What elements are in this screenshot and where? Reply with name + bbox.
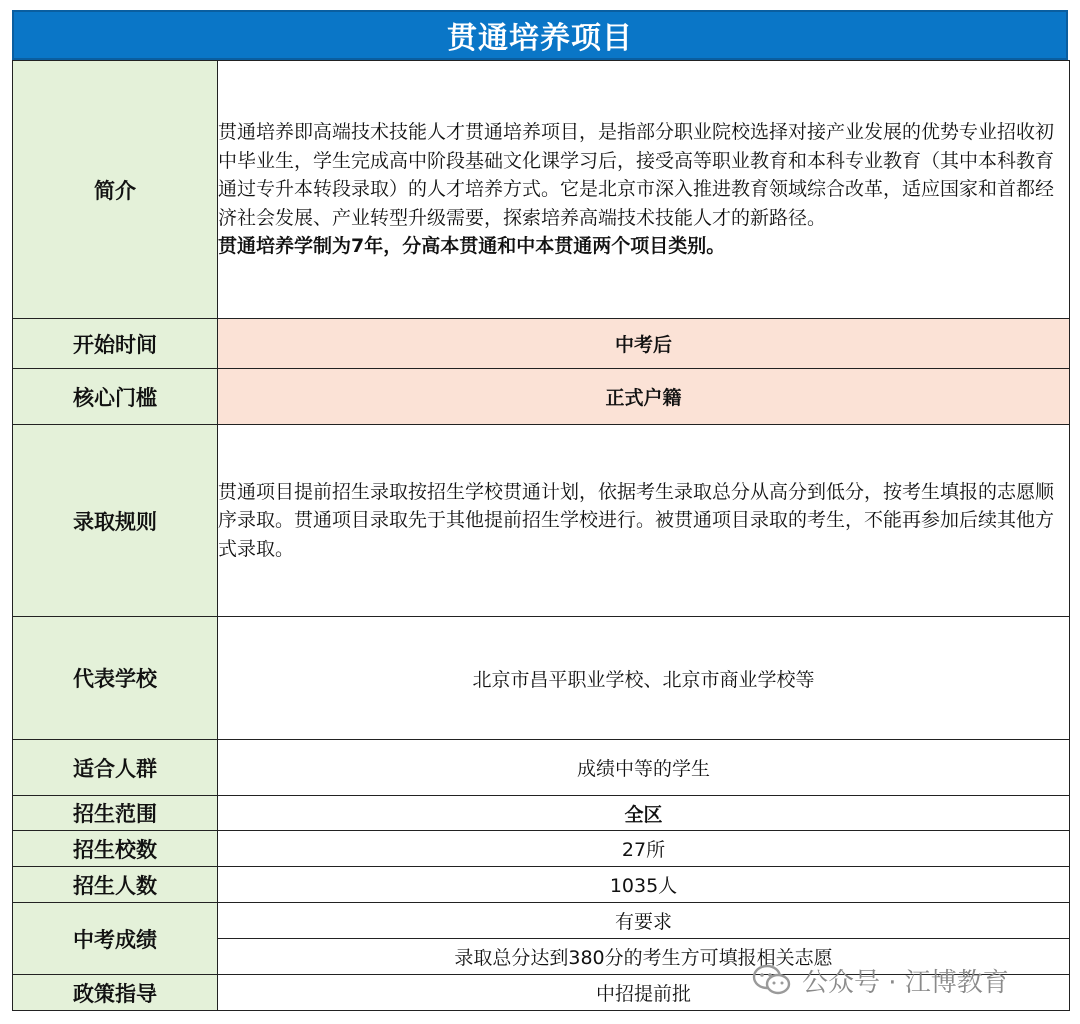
row-label-threshold: 核心门槛	[13, 369, 218, 425]
row-label-policy: 政策指导	[13, 975, 218, 1011]
threshold-value: 正式户籍	[218, 369, 1070, 425]
enrollment-value: 1035人	[218, 867, 1070, 903]
row-label-enrollment: 招生人数	[13, 867, 218, 903]
policy-value: 中招提前批	[218, 975, 1070, 1011]
info-table	[12, 60, 1070, 1011]
wechat-icon	[752, 963, 792, 997]
intro-text: 贯通培养即高端技术技能人才贯通培养项目，是指部分职业院校选择对接产业发展的优势专业招收初中毕业生，学生完成高中阶段基础文化课学习后，接受高等职业教育和本科专业教育（其中本科教育通过专升本转段录取）的人才培养方式。它是北京市深入推进教育领域综合改革，适应国家和首都经济社会发展、产业转型升级需要，探索培养高端技术技能人才的新路径。	[218, 121, 1055, 229]
intro-cell	[218, 61, 1070, 319]
watermark	[752, 960, 1009, 1000]
exam-score-value-1: 有要求	[218, 903, 1070, 939]
table-row	[13, 903, 1070, 939]
table-row	[13, 61, 1070, 319]
table-row	[13, 831, 1070, 867]
intro-emphasis: 贯通培养学制为7年，分高本贯通和中本贯通两个项目类别。	[218, 235, 726, 258]
row-label-schools: 代表学校	[13, 617, 218, 740]
table-row	[13, 425, 1070, 617]
scope-value: 全区	[218, 796, 1070, 831]
table-row	[13, 617, 1070, 740]
suitable-value: 成绩中等的学生	[218, 740, 1070, 796]
row-label-intro: 简介	[13, 61, 218, 319]
row-label-suitable: 适合人群	[13, 740, 218, 796]
row-label-exam-score: 中考成绩	[13, 903, 218, 975]
exam-score-value-2: 录取总分达到380分的考生方可填报相关志愿	[218, 939, 1070, 975]
row-label-school-count: 招生校数	[13, 831, 218, 867]
table-row	[13, 740, 1070, 796]
table-row	[13, 867, 1070, 903]
table-row	[13, 319, 1070, 369]
admission-rules-text: 贯通项目提前招生录取按招生学校贯通计划，依据考生录取总分从高分到低分，按考生填报的志愿顺序录取。贯通项目录取先于其他提前招生学校进行。被贯通项目录取的考生，不能再参加后续其他方式录取。	[218, 425, 1070, 617]
start-time-value: 中考后	[218, 319, 1070, 369]
schools-value: 北京市昌平职业学校、北京市商业学校等	[218, 617, 1070, 740]
row-label-scope: 招生范围	[13, 796, 218, 831]
table-row	[13, 796, 1070, 831]
table-row	[13, 369, 1070, 425]
school-count-value: 27所	[218, 831, 1070, 867]
row-label-start-time: 开始时间	[13, 319, 218, 369]
row-label-admission-rules: 录取规则	[13, 425, 218, 617]
watermark-text: 公众号 · 江博教育	[802, 967, 1009, 998]
page-title: 贯通培养项目	[12, 10, 1068, 60]
